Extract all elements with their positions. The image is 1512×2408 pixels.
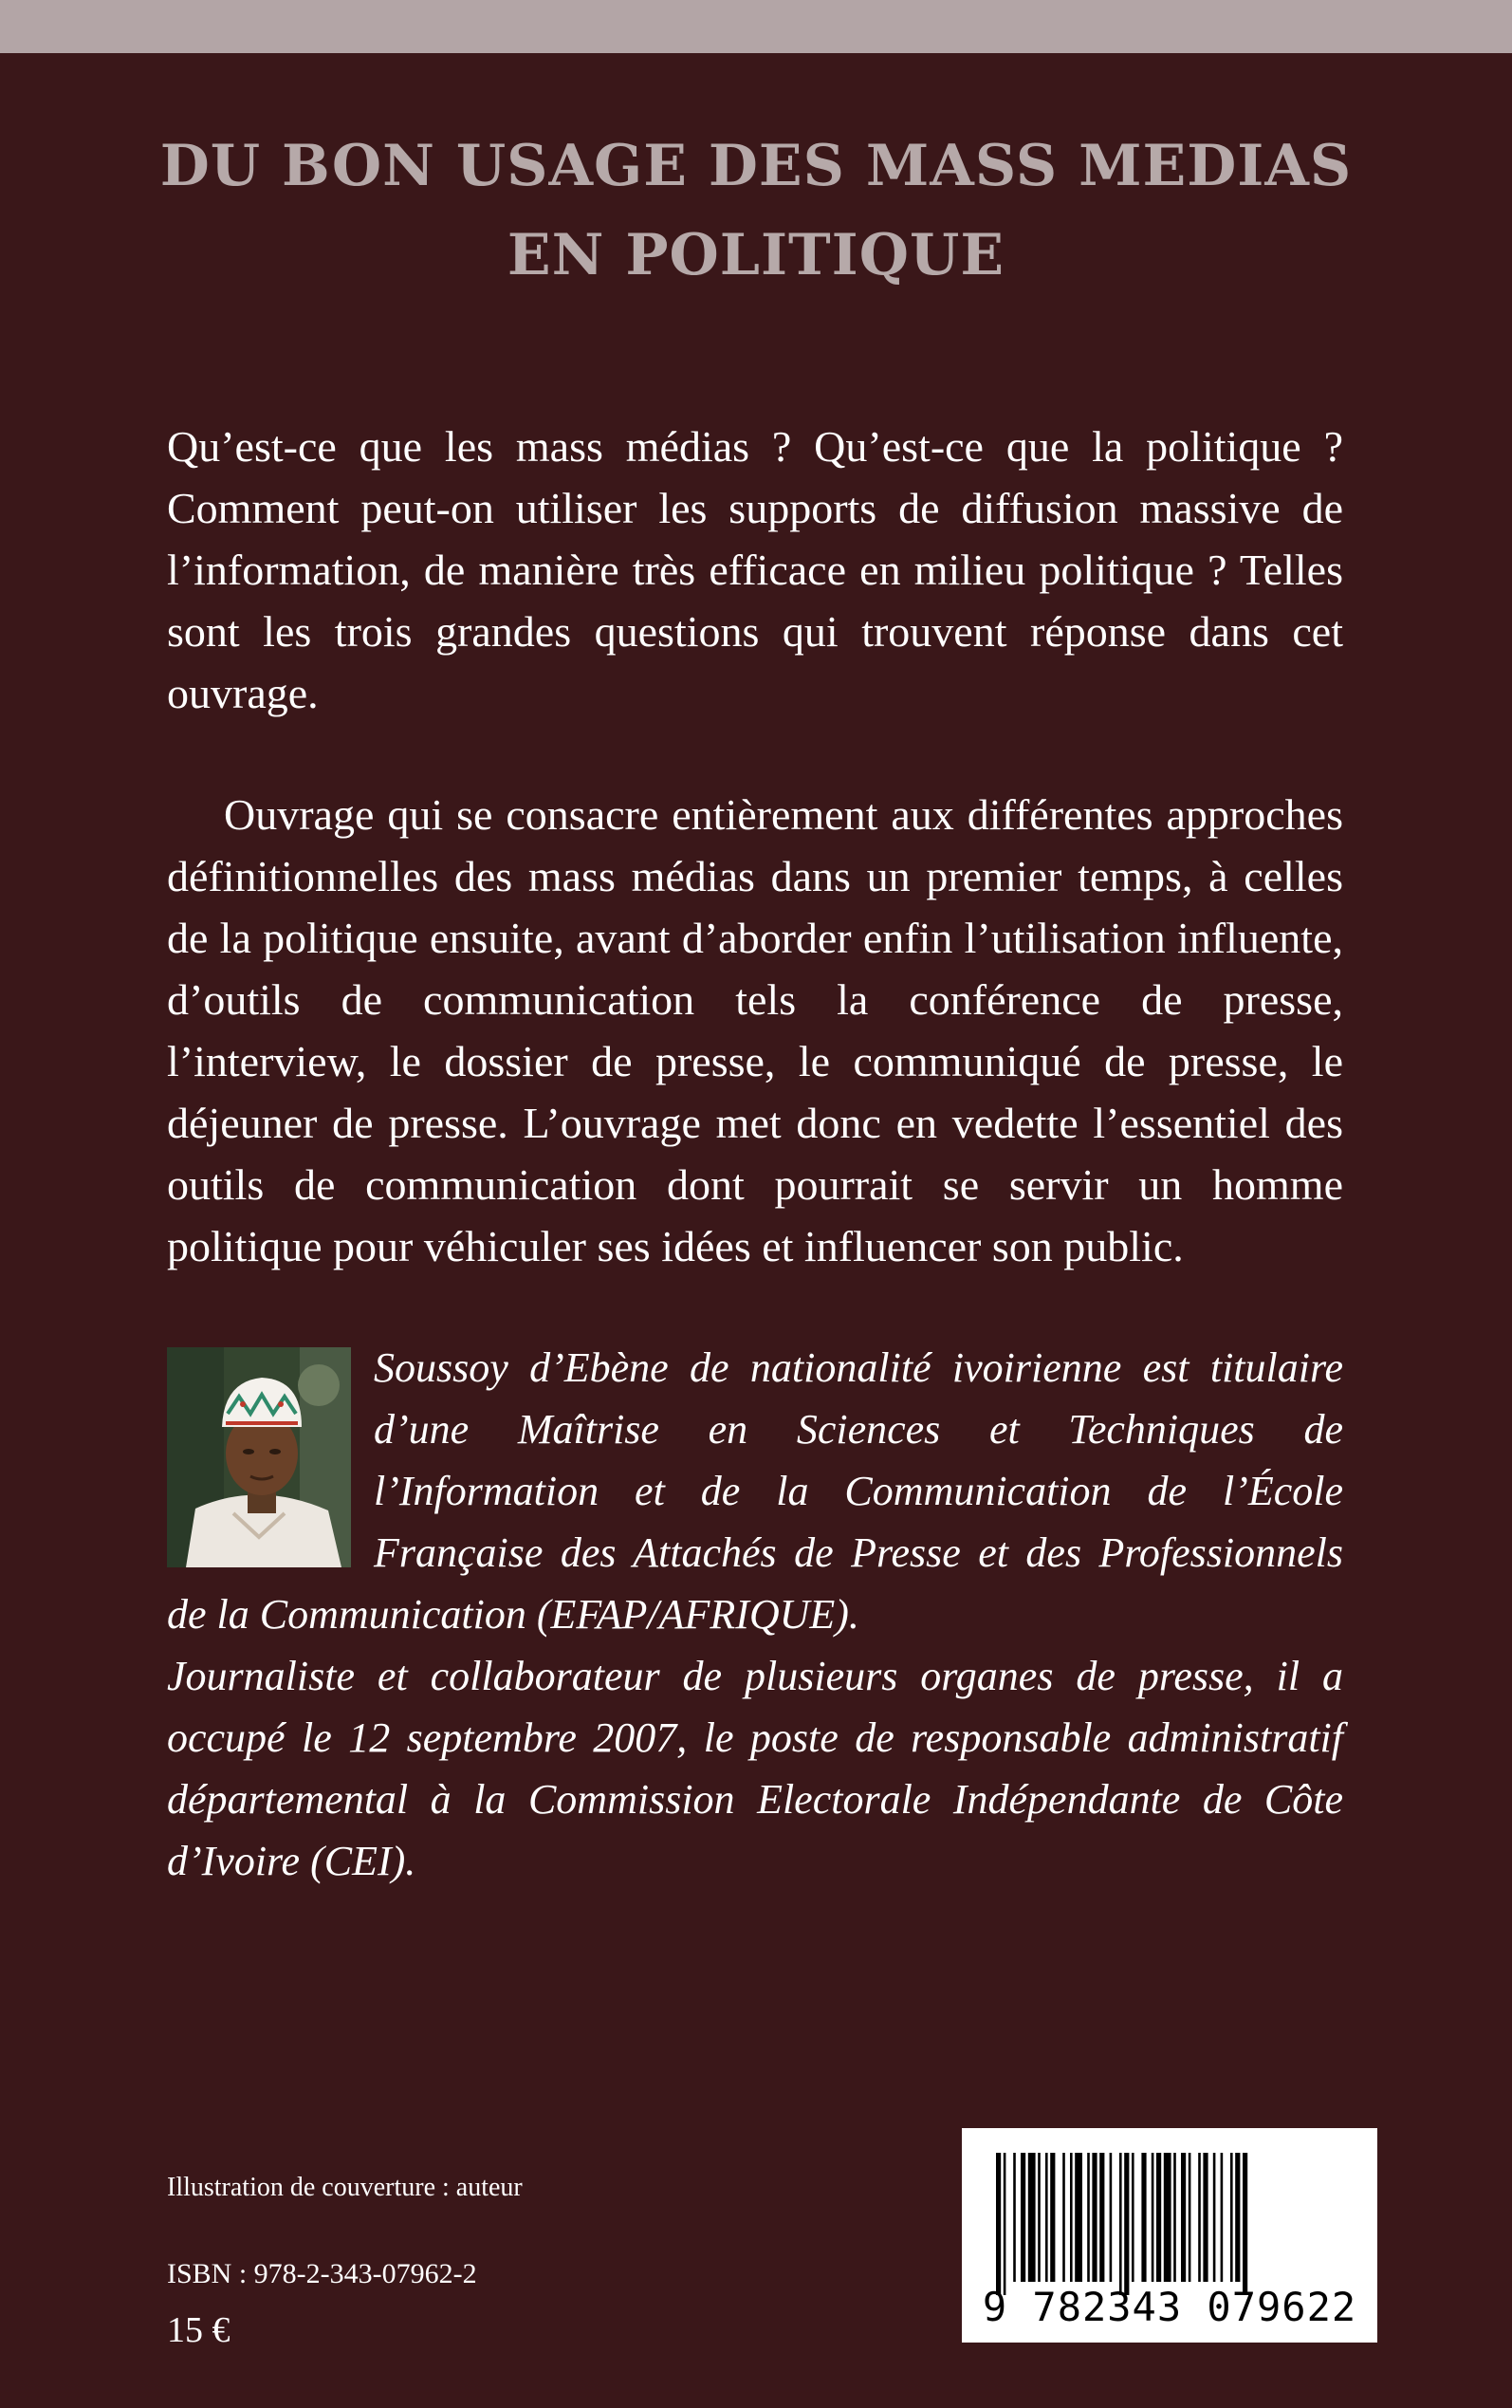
barcode-bar — [1243, 2153, 1247, 2295]
barcode-bar — [1124, 2153, 1129, 2295]
barcode-bar — [1050, 2153, 1055, 2282]
barcode-bar — [1087, 2153, 1090, 2282]
barcode-bar — [1013, 2153, 1016, 2282]
barcode-bar — [1203, 2153, 1208, 2282]
barcode-bar — [996, 2153, 1001, 2295]
summary-paragraph-2: Ouvrage qui se consacre entièrement aux différentes approches définitionnelles des mass médias dans un premier temps, à celles de la politique ensuite, avant d’aborder enfin l’utilisation influente, d’outils de communication tels la conférence de presse, l’interview, le dossier de presse, le communiqué de presse, le déjeuner de presse. L’ouvrage met donc en vedette l’essentiel des outils de communication dont pourrait se servir un homme politique pour véhiculer ses idées et influencer son public. — [167, 790, 1343, 1270]
barcode-bar — [1092, 2153, 1097, 2282]
barcode-bar — [1173, 2153, 1176, 2282]
barcode-bar — [1198, 2153, 1201, 2282]
barcode-bar — [1028, 2153, 1036, 2282]
barcode-bar — [1099, 2153, 1104, 2282]
barcode-bar — [1004, 2153, 1006, 2295]
barcode-bar — [1038, 2153, 1041, 2282]
summary-paragraph-1: Qu’est-ce que les mass médias ? Qu’est-ce que la politique ? Comment peut-on utiliser les supports de diffusion massive de l’information, de manière très efficace en milieu politique ? Telles sont les trois grandes questions qui trouvent réponse dans cet ouvrage. — [167, 422, 1343, 717]
price: 15 € — [167, 2310, 230, 2350]
barcode-bar — [1156, 2153, 1161, 2282]
barcode-bar — [1152, 2153, 1154, 2282]
book-title — [95, 121, 1417, 300]
barcode-bar — [1221, 2153, 1224, 2282]
barcode-digits: 9 782343 079622 — [982, 2284, 1357, 2330]
illustration-credit: Illustration de couverture : auteur — [167, 2173, 523, 2202]
barcode-bar — [1021, 2153, 1025, 2282]
author-bio-part-1: Soussoy d’Ebène de nationalité ivoirienne est titulaire d’une Maîtrise en Sciences et Techniques de l’Information et de la Communication de l’École Française des Attachés de Presse et des Professionnels de la Communication (EFAP/AFRIQUE). — [167, 1344, 1343, 1638]
author-bio-part-2: Journaliste et collaborateur de plusieurs organes de presse, il a occupé le 12 septembre 2007, le poste de responsable administratif départemental à la Commission Electorale Indépendante de Côte d’Ivoire (CEI). — [167, 1653, 1343, 1884]
barcode-bar — [1213, 2153, 1216, 2282]
barcode-bar — [1110, 2153, 1113, 2282]
isbn: ISBN : 978-2-343-07962-2 — [167, 2258, 477, 2289]
barcode-bar — [1141, 2153, 1146, 2282]
barcode-bar — [1181, 2153, 1186, 2282]
title-line-2: EN POLITIQUE — [507, 222, 1005, 288]
author-portrait-illustration — [167, 1347, 351, 1567]
top-band — [0, 0, 1512, 53]
author-photo — [167, 1347, 351, 1567]
barcode-bar — [1235, 2153, 1240, 2282]
barcode-bar — [1132, 2153, 1134, 2282]
barcode — [962, 2128, 1377, 2343]
barcode-bar — [1119, 2153, 1122, 2295]
barcode-bar — [1189, 2153, 1191, 2282]
title-line-1: DU BON USAGE DES MASS MEDIAS — [159, 133, 1353, 199]
barcode-bar — [1045, 2153, 1048, 2282]
barcode-bar — [1164, 2153, 1171, 2282]
barcode-bar — [1230, 2153, 1233, 2282]
barcode-bar — [1070, 2153, 1073, 2282]
barcode-bar — [1062, 2153, 1065, 2282]
barcode-bar — [1075, 2153, 1082, 2282]
